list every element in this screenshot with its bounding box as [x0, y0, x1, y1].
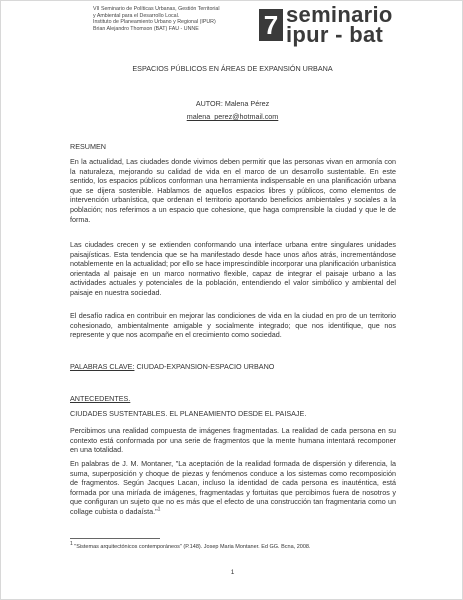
resumen-heading: RESUMEN: [70, 142, 106, 151]
header-line: Brian Alejandro Thomson (BAT) FAU - UNNE: [93, 25, 199, 32]
logo-number: 7: [259, 9, 283, 41]
footnote-ref[interactable]: 1: [157, 506, 161, 513]
antecedentes-paragraph-2: En palabras de J. M. Montaner, "La aceptación de la realidad formada de dispersión y diferencia, la suma, superposición y choque de piezas y fenómenos conduce a los sistemas como recomposición de fragmentos. Según Jacques Lacan, incluso la identidad de cada persona es inauténtica, está formada por una miríada de imágenes, fragmentadas y fortuitas que percibimos fuera de nosotros y que configuran un sujeto que no es más que el efecto de una construcción tan fragmentaria como un collage cubista o dadaísta."$^1$: [70, 459, 396, 516]
logo-line1: seminario: [286, 2, 393, 27]
author-email[interactable]: malena_perez@hotmail.com: [186, 112, 279, 121]
antecedentes-paragraph-1: Percibimos una realidad compuesta de imágenes fragmentadas. La realidad de cada persona en su contexto está conformada por una serie de fragmentos que la mente humana intentará recomponer en una totalidad.: [70, 426, 396, 455]
resumen-paragraph-3: El desafío radica en contribuir en mejorar las condiciones de vida en la ciudad en pro de un territorio cohesionado, ambientalmente amigable y socialmente integrado; que nos identifique, que nos represente y que nos acompañe en el crecimiento como sociedad.: [70, 311, 396, 340]
footnote-mark: 1: [70, 541, 73, 548]
antecedentes-heading: ANTECEDENTES.: [70, 394, 131, 403]
keywords-label: PALABRAS CLAVE:: [70, 362, 135, 371]
footnote-divider: [70, 538, 160, 539]
paper-title: ESPACIOS PÚBLICOS EN ÁREAS DE EXPANSIÓN URBANA: [132, 64, 333, 73]
seminar-logo: [259, 2, 455, 47]
keywords: [70, 362, 396, 372]
resumen-paragraph-1: En la actualidad, Las ciudades donde vivimos deben permitir que las personas vivan en armonía con la naturaleza, mejorando su calidad de vida en el marco de un desarrollo sustentable. En este sentido, los espacios públicos conforman una herramienta indispensable en una planificación urbana que se dijera sostenible. Hablamos de aquellos espacios libres y públicos, como elementos de intervención urbanística, que ordenan el territorio aportando beneficios ambientales y sociales a la población; nos referimos a un espacio que cohesione, que haga comprensible la ciudad y que le de forma.: [70, 157, 396, 224]
seminar-header: [93, 6, 253, 32]
header-line: y Ambiental para el Desarrollo Local.: [93, 12, 180, 19]
author: AUTOR: Malena Pérez: [195, 99, 270, 108]
logo-line2: ipur - bat: [286, 22, 384, 47]
footnote: [70, 541, 311, 550]
footnote-text: "Sistemas arquitectónicos contemporáneos" (P.148). Josep Maria Montaner. Ed GG. Bcna, 2008.: [72, 544, 311, 550]
header-line: Instituto de Planeamiento Urbano y Regional (IPUR): [93, 19, 216, 26]
header-line: VII Seminario de Políticas Urbanas, Gestión Territorial: [93, 6, 220, 12]
keywords-value: CIUDAD-EXPANSION-ESPACIO URBANO: [136, 362, 275, 371]
page-number: 1: [230, 569, 235, 576]
antecedentes-subheading: CIUDADES SUSTENTABLES. EL PLANEAMIENTO DESDE EL PAISAJE.: [70, 409, 307, 418]
resumen-paragraph-2: Las ciudades crecen y se extienden conformando una interface urbana entre singulares unidades paisajísticas. Esta tendencia que se ha manifestado desde hace unos años atrás, incrementándose notablemente en la actualidad; por ello se hace imprescindible incorporar una planificación urbanística orientada al paisaje en un marco normativo flexible, capaz de integrar el paisaje urbano a las actividades actuales y potenciales de la población, entendiendo el valor simbólico y ambiental del paisaje en nuestra sociedad.: [70, 240, 396, 297]
